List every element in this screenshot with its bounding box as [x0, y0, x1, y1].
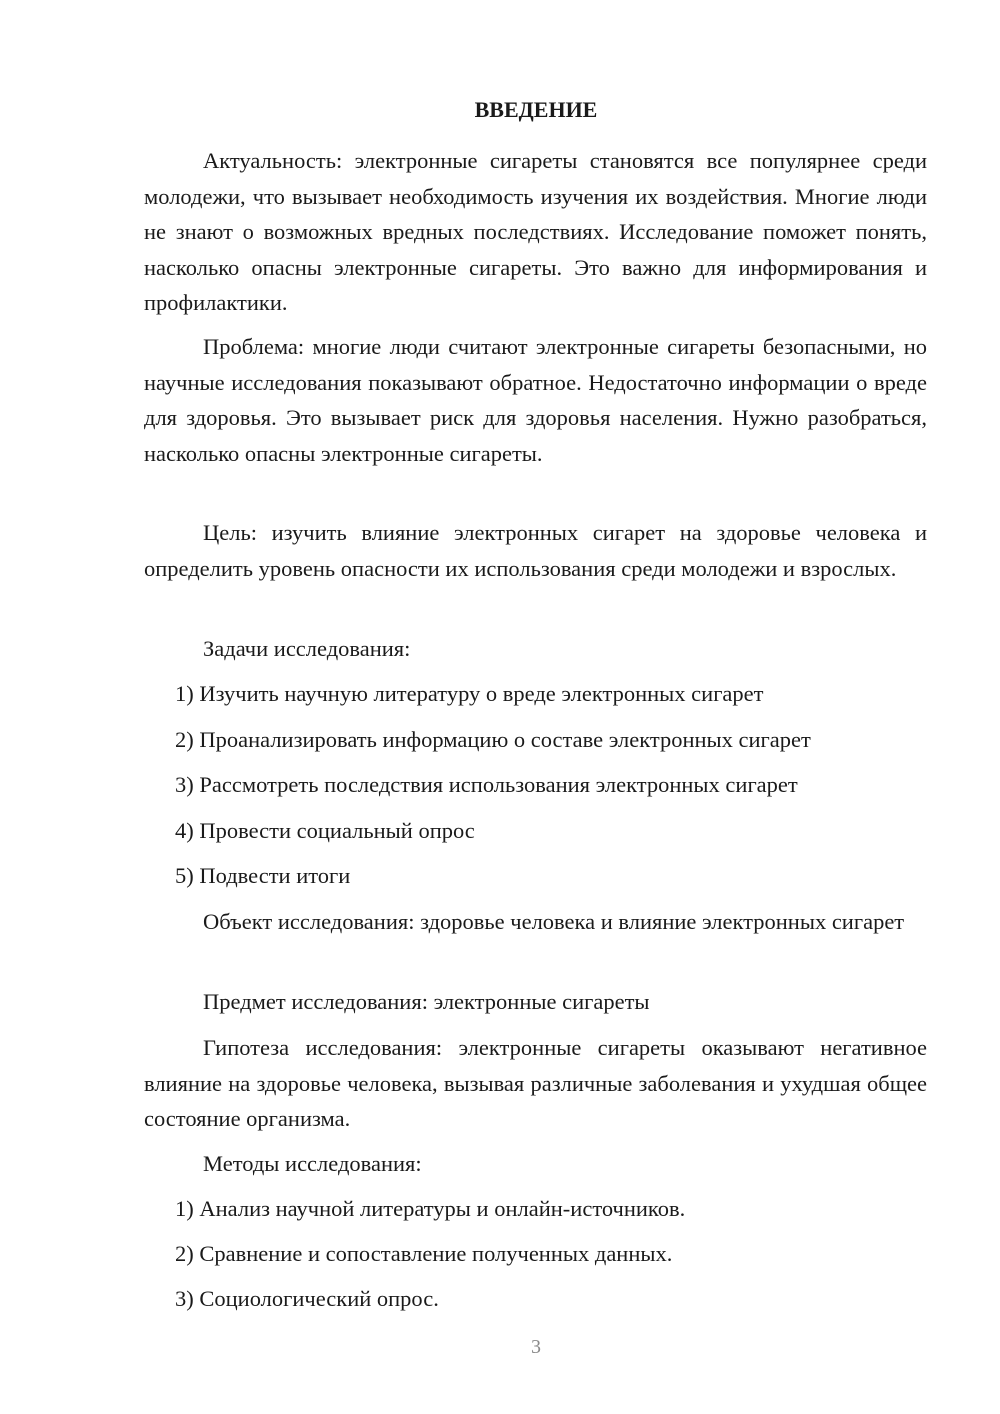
goal-paragraph: Цель: изучить влияние электронных сигарет на здоровье человека и определить уровень опасности их использования среди молодежи и взрослых.: [144, 520, 927, 581]
tasks-heading: Задачи исследования:: [203, 636, 411, 661]
task-item: 4) Провести социальный опрос: [175, 818, 475, 843]
subject-paragraph: Предмет исследования: электронные сигареты: [203, 989, 650, 1014]
page-number: 3: [531, 1336, 541, 1358]
relevance-paragraph: Актуальность: электронные сигареты становятся все популярнее среди молодежи, что вызывает необходимость изучения их воздействия. Многие люди не знают о возможных вредных последствиях. Исследование поможет понять, насколько опасны электронные сигареты. Это важно для информирования и профилактики.: [144, 148, 927, 315]
methods-heading: Методы исследования:: [203, 1151, 422, 1176]
task-item: 3) Рассмотреть последствия использования электронных сигарет: [175, 772, 798, 797]
method-item: 1) Анализ научной литературы и онлайн-источников.: [175, 1196, 686, 1221]
problem-paragraph: Проблема: многие люди считают электронные сигареты безопасными, но научные исследования показывают обратное. Недостаточно информации о вреде для здоровья. Это вызывает риск для здоровья населения. Нужно разобраться, насколько опасны электронные сигареты.: [144, 334, 927, 466]
task-item: 1) Изучить научную литературу о вреде электронных сигарет: [175, 681, 764, 706]
object-paragraph: Объект исследования: здоровье человека и влияние электронных сигарет: [203, 909, 905, 934]
task-item: 5) Подвести итоги: [175, 863, 351, 888]
method-item: 2) Сравнение и сопоставление полученных данных.: [175, 1241, 673, 1266]
page-title: ВВЕДЕНИЕ: [474, 97, 598, 122]
hypothesis-paragraph: Гипотеза исследования: электронные сигареты оказывают негативное влияние на здоровье человека, вызывая различные заболевания и ухудшая общее состояние организма.: [144, 1035, 927, 1131]
method-item: 3) Социологический опрос.: [175, 1286, 439, 1311]
task-item: 2) Проанализировать информацию о составе электронных сигарет: [175, 727, 811, 752]
